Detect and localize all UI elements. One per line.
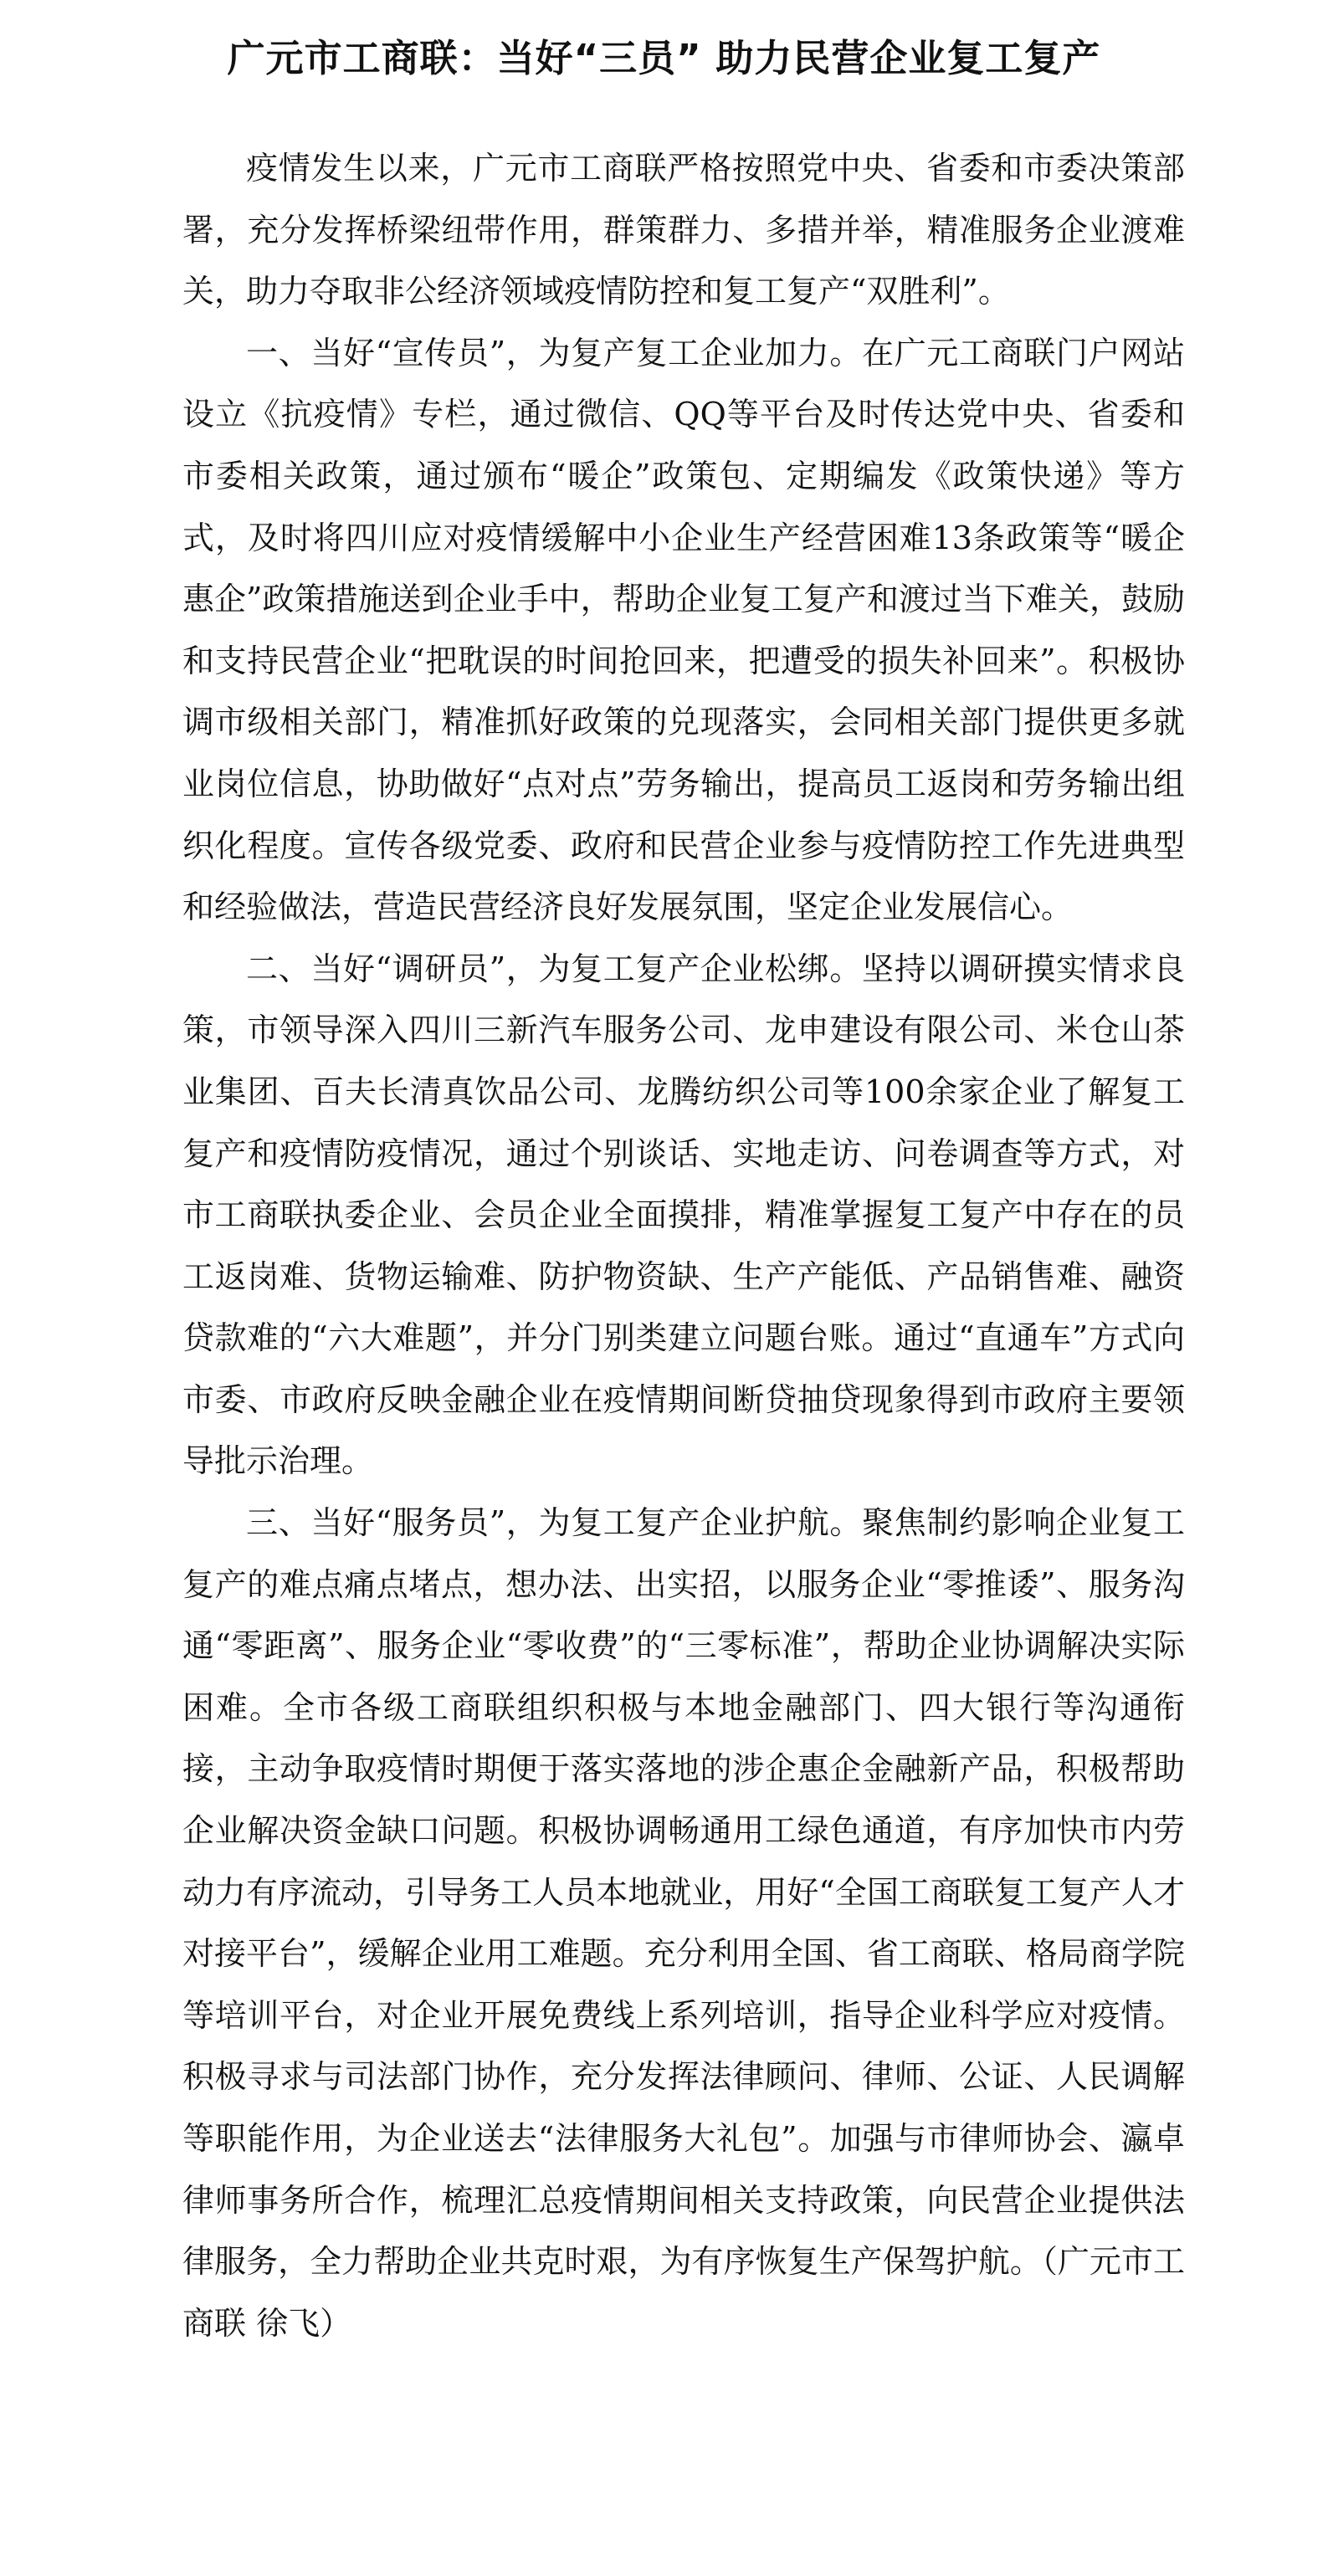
article-title: 广元市工商联：当好“三员” 助力民营企业复工复产 <box>227 36 1101 81</box>
paragraph-intro: 疫情发生以来，广元市工商联严格按照党中央、省委和市委决策部署，充分发挥桥梁纽带作用，群策群力、多措并举，精准服务企业渡难关，助力夺取非公经济领域疫情防控和复工复产“双胜利”。 <box>182 150 1185 310</box>
article-body <box>182 138 1185 2354</box>
paragraph-publicity: 一、当好“宣传员”，为复产复工企业加力。在广元工商联门户网站设立《抗疫情》专栏，通过微信、QQ等平台及时传达党中央、省委和市委相关政策，通过颁布“暖企”政策包、定期编发《政策快递》等方式，及时将四川应对疫情缓解中小企业生产经营困难13条政策等“暖企惠企”政策措施送到企业手中，帮助企业复工复产和渡过当下难关，鼓励和支持民营企业“把耽误的时间抢回来，把遭受的损失补回来”。积极协调市级相关部门，精准抓好政策的兑现落实，会同相关部门提供更多就业岗位信息，协助做好“点对点”劳务输出，提高员工返岗和劳务输出组织化程度。宣传各级党委、政府和民营企业参与疫情防控工作先进典型和经验做法，营造民营经济良好发展氛围，坚定企业发展信心。 <box>182 334 1185 926</box>
paragraph-research: 二、当好“调研员”，为复工复产企业松绑。坚持以调研摸实情求良策，市领导深入四川三新汽车服务公司、龙申建设有限公司、米仓山茶业集团、百夫长清真饮品公司、龙腾纺织公司等100余家企业了解复工复产和疫情防疫情况，通过个别谈话、实地走访、问卷调查等方式，对市工商联执委企业、会员企业全面摸排，精准掌握复工复产中存在的员工返岗难、货物运输难、防护物资缺、生产产能低、产品销售难、融资贷款难的“六大难题”，并分门别类建立问题台账。通过“直通车”方式向市委、市政府反映金融企业在疫情期间断贷抽贷现象得到市政府主要领导批示治理。 <box>182 950 1185 1480</box>
paragraph-service: 三、当好“服务员”，为复工复产企业护航。聚焦制约影响企业复工复产的难点痛点堵点，想办法、出实招，以服务企业“零推诿”、服务沟通“零距离”、服务企业“零收费”的“三零标准”，帮助企业协调解决实际困难。全市各级工商联组织积极与本地金融部门、四大银行等沟通衔接，主动争取疫情时期便于落实落地的涉企惠企金融新产品，积极帮助企业解决资金缺口问题。积极协调畅通用工绿色通道，有序加快市内劳动力有序流动，引导务工人员本地就业，用好“全国工商联复工复产人才对接平台”，缓解企业用工难题。充分利用全国、省工商联、格局商学院等培训平台，对企业开展免费线上系列培训，指导企业科学应对疫情。积极寻求与司法部门协作，充分发挥法律顾问、律师、公证、人民调解等职能作用，为企业送去“法律服务大礼包”。加强与市律师协会、瀛卓律师事务所合作，梳理汇总疫情期间相关支持政策，向民营企业提供法律服务，全力帮助企业共克时艰，为有序恢复生产保驾护航。（广元市工商联 徐飞） <box>182 1504 1185 2342</box>
